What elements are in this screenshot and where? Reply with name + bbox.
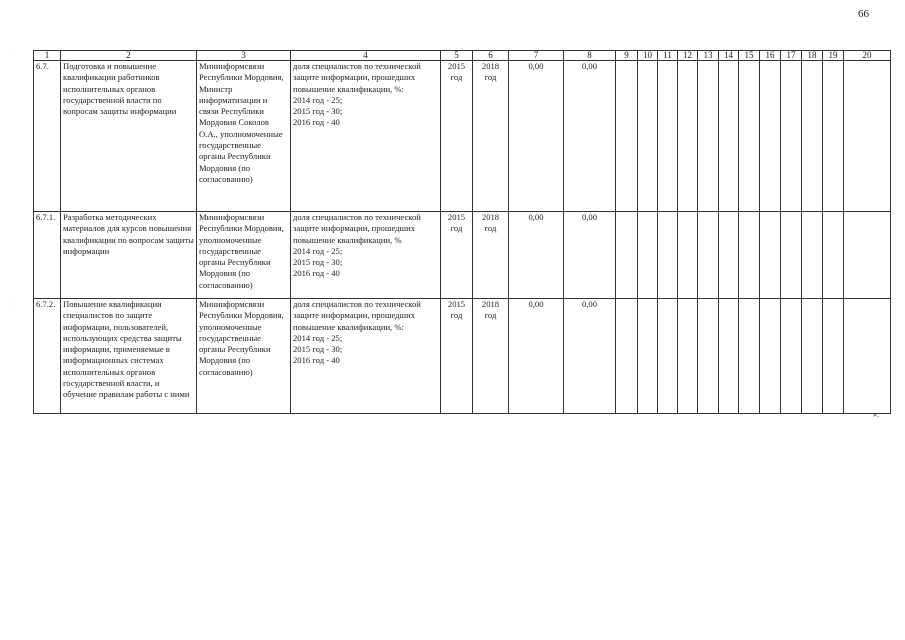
end-year: 2018 год (473, 212, 509, 299)
empty-cell (698, 299, 719, 414)
col-header: 16 (760, 51, 781, 61)
col-header: 19 (823, 51, 844, 61)
empty-cell (802, 299, 823, 414)
indicator: доля специалистов по технической защите информации, прошедших повышение квалификации, %: 2014 год - 25; 2015 год - 30; 2016 год - 40 (291, 299, 441, 414)
table-row (34, 212, 891, 299)
empty-cell (802, 212, 823, 299)
empty-cell (760, 61, 781, 212)
start-year: 2015 год (441, 212, 473, 299)
activity-name: Повышение квалификации специалистов по защите информации, пользователей, использующих средства защиты информации, применяемые в информационных системах исполнительных органов государственной власти, и обучение правилам работы с ними (61, 299, 197, 414)
activity-name: Разработка методических материалов для курсов повышения квалификации по вопросам защиты информации (61, 212, 197, 299)
amount-col8: 0,00 (564, 299, 616, 414)
page-number: 66 (858, 8, 869, 20)
empty-cell (658, 299, 678, 414)
col-header: 18 (802, 51, 823, 61)
empty-cell (823, 61, 844, 212)
empty-cell (719, 299, 739, 414)
empty-cell (739, 299, 760, 414)
col-header: 20 (844, 51, 891, 61)
amount-col7: 0,00 (509, 61, 564, 212)
empty-cell (616, 212, 638, 299)
col-header: 14 (719, 51, 739, 61)
col-header: 3 (197, 51, 291, 61)
activity-name: Подготовка и повышение квалификации работников исполнительных органов государственной власти по вопросам защиты информации (61, 61, 197, 212)
empty-cell (638, 212, 658, 299)
empty-cell (698, 61, 719, 212)
empty-cell (802, 61, 823, 212)
header-row (34, 51, 891, 61)
empty-cell (719, 61, 739, 212)
empty-cell (823, 212, 844, 299)
empty-cell (616, 61, 638, 212)
end-year: 2018 год (473, 61, 509, 212)
col-header: 9 (616, 51, 638, 61)
empty-cell (638, 299, 658, 414)
plan-table (33, 50, 891, 414)
empty-cell (823, 299, 844, 414)
col-header: 11 (658, 51, 678, 61)
col-header: 2 (61, 51, 197, 61)
start-year: 2015 год (441, 61, 473, 212)
amount-col7: 0,00 (509, 299, 564, 414)
empty-cell (658, 61, 678, 212)
col-header: 12 (678, 51, 698, 61)
executor: Мининформсвязи Республики Мордовия, Министр информатизации и связи Республики Мордовия Соколов О.А., уполномоченные государственные органы Республики Мордовия (по согласованию) (197, 61, 291, 212)
margin-mark: · (12, 48, 15, 57)
empty-cell (844, 299, 891, 414)
table-row (34, 61, 891, 212)
col-header: 4 (291, 51, 441, 61)
empty-cell (781, 212, 802, 299)
empty-cell (638, 61, 658, 212)
row-number: 6.7. (34, 61, 61, 212)
end-year: 2018 год (473, 299, 509, 414)
amount-col8: 0,00 (564, 212, 616, 299)
row-number: 6.7.1. (34, 212, 61, 299)
indicator: доля специалистов по технической защите информации, прошедших повышение квалификации, %: 2014 год - 25; 2015 год - 30; 2016 год - 40 (291, 61, 441, 212)
empty-cell (739, 212, 760, 299)
empty-cell (698, 212, 719, 299)
empty-cell (760, 212, 781, 299)
amount-col8: 0,00 (564, 61, 616, 212)
empty-cell (678, 61, 698, 212)
col-header: 1 (34, 51, 61, 61)
empty-cell (678, 299, 698, 414)
col-header: 5 (441, 51, 473, 61)
start-year: 2015 год (441, 299, 473, 414)
empty-cell (844, 61, 891, 212)
col-header: 8 (564, 51, 616, 61)
empty-cell (739, 61, 760, 212)
executor: Мининформсвязи Республики Мордовия, уполномоченные государственные органы Республики Мордовия (по согласованию) (197, 212, 291, 299)
empty-cell (760, 299, 781, 414)
empty-cell (616, 299, 638, 414)
col-header: 7 (509, 51, 564, 61)
col-header: 13 (698, 51, 719, 61)
empty-cell (781, 61, 802, 212)
col-header: 17 (781, 51, 802, 61)
row-number: 6.7.2. (34, 299, 61, 414)
empty-cell (719, 212, 739, 299)
empty-cell (781, 299, 802, 414)
closing-quote-mark: ». (873, 410, 879, 419)
empty-cell (844, 212, 891, 299)
indicator: доля специалистов по технической защите информации, прошедших повышение квалификации, % 2014 год - 25; 2015 год - 30; 2016 год - 40 (291, 212, 441, 299)
col-header: 15 (739, 51, 760, 61)
table-row (34, 299, 891, 414)
col-header: 10 (638, 51, 658, 61)
executor: Мининформсвязи Республики Мордовия, уполномоченные государственные органы Республики Мордовия (по согласованию) (197, 299, 291, 414)
empty-cell (658, 212, 678, 299)
margin-mark: · (12, 300, 15, 309)
amount-col7: 0,00 (509, 212, 564, 299)
empty-cell (678, 212, 698, 299)
col-header: 6 (473, 51, 509, 61)
